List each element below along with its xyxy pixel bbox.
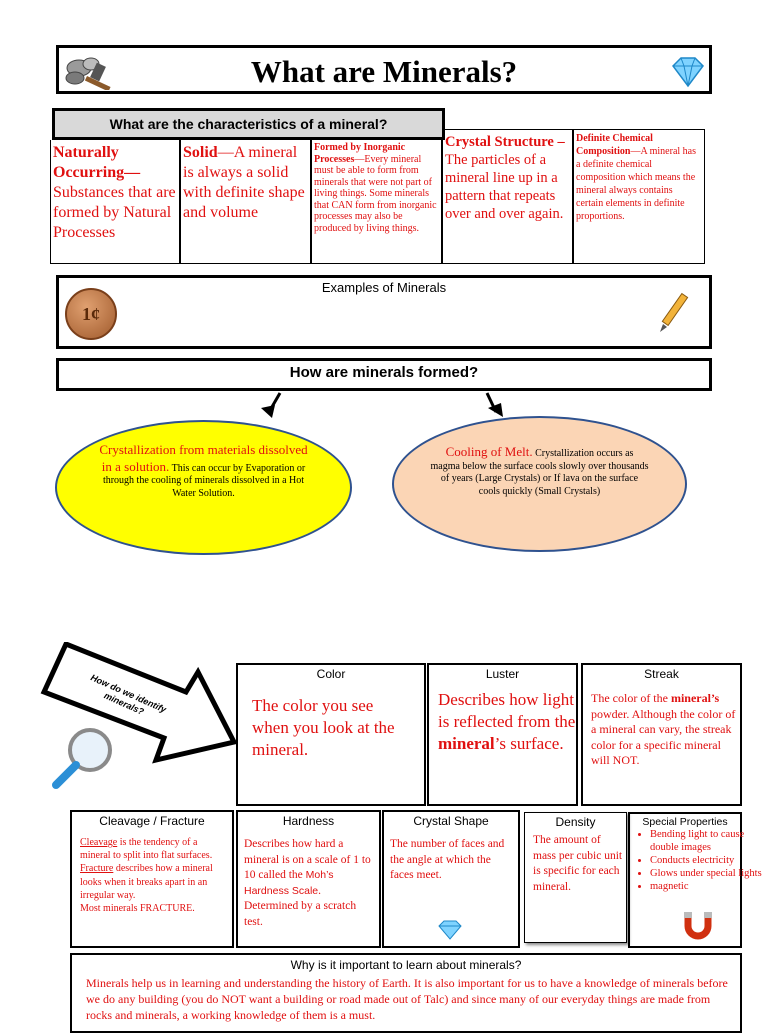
pencil-icon [657, 290, 693, 336]
cooling-text: Crystallization occurs as magma below the surface cools slowly over thousands of years (Large Crystals) or If lava on the surface cools quickly (Small Crystals) [430, 448, 649, 497]
special-item: • magnetic [650, 880, 768, 893]
density-label: Density [555, 815, 596, 829]
magnifying-glass-icon [48, 724, 118, 792]
luster-mineral: mineral [438, 734, 495, 753]
special-properties-box [628, 812, 762, 948]
hardness-text-end: . Determined by a scratch test. [244, 884, 357, 928]
streak-box [581, 663, 742, 806]
cleavage-label: Cleavage / Fracture [99, 814, 205, 828]
solid-cell [180, 140, 311, 264]
fracture-text: describes how a mineral looks when it breaks apart in an irregular way. [80, 863, 213, 901]
chemical-composition-cell [573, 129, 705, 264]
rocks-hammer-icon [63, 52, 117, 90]
page-title: What are Minerals? [250, 54, 518, 89]
characteristics-header [52, 108, 445, 140]
examples-box [56, 275, 712, 349]
identify-arrow-text: How do we identify minerals? [89, 672, 168, 717]
crystallization-lead: Crystallization from materials dissolved in a solution. [99, 442, 308, 474]
naturally-occurring-cell [50, 140, 180, 264]
special-label: Special Properties [642, 816, 728, 828]
hardness-box [236, 810, 381, 948]
luster-box [427, 663, 578, 806]
streak-text-end: powder. Although the color of a mineral can vary, the streak color for a specific mineral will NOT. [591, 706, 736, 767]
crystal-shape-text: The number of faces and the angle at which the faces meet. [390, 838, 505, 881]
cooling-ellipse [392, 416, 687, 552]
diamond-icon [667, 56, 709, 88]
special-item: • Conducts electricity [650, 854, 768, 867]
density-text: The amount of mass per cubic unit is specific for each mineral. [533, 834, 623, 893]
color-box [236, 663, 426, 806]
formed-heading: How are minerals formed? [289, 364, 479, 381]
luster-label: Luster [485, 667, 520, 681]
crystallization-text: This can occur by Evaporation or through the cooling of minerals dissolved in a Hot Water Solution. [102, 462, 306, 499]
fracture-note: Most minerals FRACTURE. [80, 903, 195, 915]
term-label: Naturally Occurring— [53, 144, 141, 181]
luster-text-end: ’s surface. [494, 734, 564, 753]
penny-icon [65, 288, 117, 340]
luster-text: Describes how light is reflected from the [438, 690, 576, 731]
cleavage-box [70, 810, 234, 948]
hardness-scale: Moh’s Hardness Scale [244, 869, 334, 897]
term-text: Substances that are formed by Natural Processes [53, 184, 176, 241]
term-label: Solid [183, 144, 218, 161]
streak-text: The color of the [591, 691, 671, 705]
streak-label: Streak [644, 667, 679, 681]
examples-heading: Examples of Minerals [321, 280, 447, 295]
term-text: The particles of a mineral line up in a pattern that repeats over and over again. [445, 152, 564, 222]
magnet-icon [682, 910, 714, 940]
cleavage-term: Cleavage [80, 837, 118, 848]
inorganic-cell [311, 140, 442, 264]
term-label: Formed by Inorganic Processes [314, 142, 406, 165]
hardness-label: Hardness [282, 814, 335, 828]
formed-box [56, 358, 712, 391]
special-item: • Glows under special lights [650, 867, 768, 880]
color-text: The color you see when you look at the mineral. [252, 696, 395, 759]
term-text: —A mineral is always a solid with definite shape and volume [183, 144, 305, 221]
streak-mineral: mineral’s [670, 691, 720, 705]
term-text: —A mineral has a definite chemical composition which means the mineral always contains certain elements in definite proportions. [576, 146, 696, 222]
term-label: Crystal Structure – [445, 134, 565, 150]
diamond-icon [436, 920, 464, 940]
fracture-term: Fracture [80, 863, 114, 875]
color-label: Color [316, 667, 346, 681]
crystal-structure-cell [442, 129, 573, 264]
title-box [56, 45, 712, 94]
penny-text: 1¢ [82, 304, 100, 324]
why-box [70, 953, 742, 1033]
why-text: Minerals help us in learning and understanding the history of Earth. It is also important for us to have a knowledge of minerals before we do any building (you do NOT want a building or road made out of Talc) and since many of our everyday things are made from rocks and minerals, a working knowledge of them is a must. [86, 976, 728, 1022]
term-label: Definite Chemical Composition [576, 133, 653, 157]
term-text: —Every mineral must be able to form from minerals that were not part of living things. Some minerals that CAN form from inorganic processes may also be produced by living things. [314, 153, 437, 234]
special-item: • Bending light to cause double images [650, 828, 768, 854]
crystallization-ellipse [55, 420, 352, 555]
crystal-shape-label: Crystal Shape [413, 814, 489, 828]
hardness-text: Describes how hard a mineral is on a scale of 1 to 10 called the [244, 838, 371, 881]
formed-arrows [255, 390, 515, 420]
crystal-shape-box [382, 810, 520, 948]
cooling-lead: Cooling of Melt. [445, 444, 533, 459]
density-box [524, 812, 627, 943]
cleavage-text: is the tendency of a mineral to split into flat surfaces. [80, 837, 213, 862]
why-heading: Why is it important to learn about minerals? [290, 958, 522, 972]
characteristics-heading: What are the characteristics of a mineral? [109, 116, 388, 132]
